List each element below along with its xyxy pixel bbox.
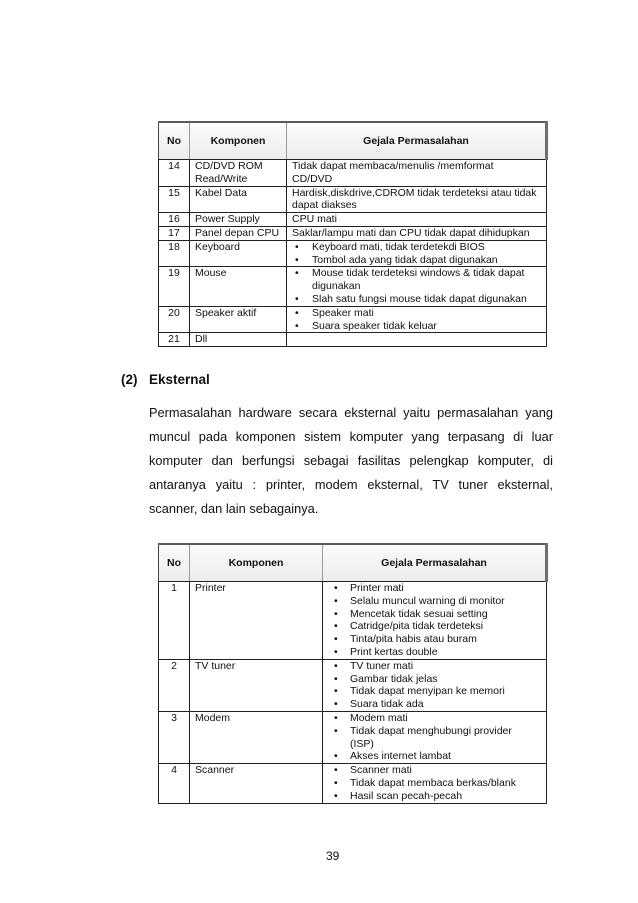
component-cell [190, 582, 323, 660]
row-number: 16 [168, 213, 180, 226]
bullet-marker: • [295, 306, 299, 319]
row-number: 15 [168, 186, 180, 199]
row-number: 17 [168, 226, 180, 239]
symptom-bullet-line: Tinta/pita habis atau buram [350, 633, 477, 646]
table-body [159, 160, 547, 347]
component-cell [190, 333, 287, 347]
symptom-cell [287, 306, 547, 333]
symptom-bullet-item [333, 595, 541, 608]
table-body [159, 582, 547, 804]
row-number-cell [159, 267, 190, 306]
symptom-bullet-line: Akses internet lambat [350, 750, 451, 763]
component-name-line: Dll [195, 333, 208, 346]
table-row [159, 764, 547, 803]
symptom-bullet-line: Scanner mati [350, 764, 412, 777]
symptom-bullet-line: Tidak dapat menyipan ke memori [350, 685, 505, 698]
component-name-line: Scanner [195, 764, 235, 777]
component-name-line: Keyboard [195, 240, 240, 253]
symptom-bullet-line: Hasil scan pecah-pecah [350, 789, 463, 802]
row-number: 4 [171, 764, 177, 777]
symptom-bullet-item [333, 633, 541, 646]
component-name-line: Mouse [195, 267, 227, 280]
row-number-cell [159, 582, 190, 660]
table-row [159, 659, 547, 711]
symptom-cell [287, 240, 547, 267]
symptom-bullet-text [312, 254, 541, 267]
row-number: 19 [168, 267, 180, 280]
row-number: 14 [168, 160, 180, 172]
symptom-bullet-line: TV tuner mati [350, 659, 414, 672]
row-number-cell [159, 333, 190, 347]
symptom-cell [323, 582, 547, 660]
paragraph-line: antaranya yaitu : printer, modem eksternal, TV tuner eksternal, [149, 477, 553, 492]
symptom-bullet-line: Slah satu fungsi mouse tidak dapat digunakan [312, 292, 527, 305]
bullet-marker: • [334, 594, 338, 607]
row-number-cell [159, 711, 190, 763]
bullet-marker: • [334, 620, 338, 633]
row-number: 20 [168, 306, 180, 319]
component-name-line: Speaker aktif [195, 306, 257, 319]
page-number: 39 [326, 849, 340, 863]
paragraph-line: scanner, dan lain sebagainya. [149, 501, 319, 516]
component-cell [190, 267, 287, 306]
bullet-marker: • [334, 776, 338, 789]
component-cell [190, 764, 323, 803]
symptom-bullet-text [350, 608, 541, 621]
component-cell [190, 240, 287, 267]
symptom-bullet-item [333, 725, 541, 751]
symptom-bullet-line: Suara speaker tidak keluar [312, 319, 437, 332]
column-header-komponen: Komponen [190, 122, 287, 160]
component-cell [190, 186, 287, 213]
symptom-bullet-item [333, 673, 541, 686]
symptom-bullet-item [333, 608, 541, 621]
symptom-bullet-text [350, 725, 541, 751]
component-cell [190, 659, 323, 711]
table-row [159, 213, 547, 227]
table-row [159, 160, 547, 187]
component-cell [190, 213, 287, 227]
bullet-marker: • [295, 292, 299, 305]
table-row [159, 711, 547, 763]
symptom-bullet-text [350, 660, 541, 673]
symptom-bullet-text [312, 241, 541, 254]
bullet-marker: • [295, 253, 299, 266]
section-number: (2) [121, 372, 138, 387]
component-name-line: TV tuner [195, 659, 236, 672]
symptom-bullet-item [333, 750, 541, 763]
symptom-cell [323, 764, 547, 803]
table-row [159, 267, 547, 306]
symptom-bullet-line: Speaker mati [312, 306, 374, 319]
symptom-cell [287, 160, 547, 187]
column-header-gejala: Gejala Permasalahan [323, 544, 547, 582]
symptom-bullet-line: Gambar tidak jelas [350, 672, 438, 685]
symptom-text-line: Saklar/lampu mati dan CPU tidak dapat dihidupkan [292, 226, 530, 239]
symptom-bullet-text [350, 712, 541, 725]
bullet-marker: • [334, 685, 338, 698]
bullet-marker: • [334, 607, 338, 620]
column-header-no: No [159, 544, 190, 582]
symptom-cell [287, 226, 547, 240]
symptom-bullet-text [350, 764, 541, 777]
symptom-bullet-line: digunakan [312, 280, 361, 293]
row-number-cell [159, 160, 190, 187]
component-name-line: Power Supply [195, 213, 260, 226]
symptom-bullet-line: Tombol ada yang tidak dapat digunakan [312, 253, 498, 266]
symptom-bullet-line: Print kertas double [350, 645, 438, 658]
symptom-bullet-item [292, 254, 541, 267]
component-cell [190, 226, 287, 240]
symptom-bullet-item [292, 267, 541, 293]
symptom-bullet-line: Keyboard mati, tidak terdetekdi BIOS [312, 240, 485, 253]
symptom-bullet-item [292, 241, 541, 254]
symptom-bullet-item [333, 646, 541, 659]
table-header-row [159, 122, 547, 160]
symptom-bullet-text [312, 307, 541, 320]
symptom-bullet-item [333, 777, 541, 790]
symptom-bullet-text [350, 685, 541, 698]
bullet-marker: • [295, 319, 299, 332]
row-number: 21 [168, 333, 180, 346]
symptom-text-line: CPU mati [292, 213, 337, 226]
row-number-cell [159, 226, 190, 240]
symptom-bullet-line: Printer mati [350, 582, 404, 594]
bullet-marker: • [334, 789, 338, 802]
symptom-bullet-item [333, 685, 541, 698]
column-header-no: No [159, 122, 190, 160]
table-row [159, 582, 547, 660]
component-name-line: Read/Write [195, 172, 248, 185]
symptom-bullet-item [292, 293, 541, 306]
symptom-cell [287, 267, 547, 306]
bullet-marker: • [334, 645, 338, 658]
symptom-bullet-text [350, 646, 541, 659]
symptom-bullet-item [333, 698, 541, 711]
bullet-marker: • [334, 750, 338, 763]
column-header-gejala: Gejala Permasalahan [287, 122, 547, 160]
symptom-bullet-line: Tidak dapat membaca berkas/blank [350, 776, 516, 789]
bullet-marker: • [334, 724, 338, 737]
row-number-cell [159, 764, 190, 803]
symptom-bullet-item [333, 582, 541, 595]
bullet-marker: • [334, 698, 338, 711]
symptom-bullet-text [312, 267, 541, 293]
row-number-cell [159, 186, 190, 213]
column-header-komponen: Komponen [190, 544, 323, 582]
symptom-text-line: dapat diakses [292, 199, 357, 212]
row-number-cell [159, 213, 190, 227]
row-number: 2 [171, 659, 177, 672]
symptom-bullet-text [350, 633, 541, 646]
symptom-bullet-line: Selalu muncul warning di monitor [350, 594, 505, 607]
symptom-bullet-line: Tidak dapat menghubungi provider [350, 724, 512, 737]
symptom-bullet-text [312, 293, 541, 306]
symptom-text-line: Tidak dapat membaca/menulis /memformat [292, 160, 494, 172]
symptom-bullet-line: Modem mati [350, 711, 408, 724]
symptom-cell [323, 659, 547, 711]
symptom-bullet-item [292, 320, 541, 333]
symptom-bullet-text [350, 777, 541, 790]
row-number: 1 [171, 582, 177, 594]
component-name-line: CD/DVD ROM [195, 160, 263, 172]
symptom-bullet-text [350, 595, 541, 608]
symptom-bullet-line: (ISP) [350, 737, 374, 750]
table-row [159, 186, 547, 213]
row-number-cell [159, 240, 190, 267]
component-name-line: Modem [195, 711, 231, 724]
symptom-bullet-item [333, 660, 541, 673]
symptom-bullet-text [350, 790, 541, 803]
component-name-line: Printer [195, 582, 226, 594]
table-row [159, 333, 547, 347]
table-row [159, 226, 547, 240]
symptom-bullet-line: Mouse tidak terdeteksi windows & tidak dapat [312, 267, 525, 280]
symptom-bullet-item [292, 307, 541, 320]
component-name-line: Panel depan CPU [195, 226, 280, 239]
paragraph-line: Permasalahan hardware secara eksternal yaitu permasalahan yang [149, 405, 553, 420]
symptom-bullet-text [350, 750, 541, 763]
table-row [159, 240, 547, 267]
symptom-bullet-item [333, 790, 541, 803]
row-number: 18 [168, 240, 180, 253]
bullet-marker: • [334, 672, 338, 685]
bullet-marker: • [334, 764, 338, 777]
row-number: 3 [171, 711, 177, 724]
internal-problems-table [158, 121, 548, 347]
table-row [159, 306, 547, 333]
symptom-bullet-text [350, 582, 541, 595]
symptom-bullet-item [333, 620, 541, 633]
symptom-cell [287, 213, 547, 227]
symptom-bullet-item [333, 712, 541, 725]
table-header-row [159, 544, 547, 582]
row-number-cell [159, 306, 190, 333]
component-cell [190, 306, 287, 333]
bullet-marker: • [334, 659, 338, 672]
symptom-bullet-text [350, 620, 541, 633]
paragraph-line: muncul pada komponen sistem komputer yang terpasang di luar [149, 429, 553, 444]
symptom-bullet-text [350, 698, 541, 711]
bullet-marker: • [295, 240, 299, 253]
symptom-bullet-line: Mencetak tidak sesuai setting [350, 607, 488, 620]
symptom-bullet-text [350, 673, 541, 686]
symptom-bullet-line: Catridge/pita tidak terdeteksi [350, 620, 484, 633]
bullet-marker: • [334, 582, 338, 594]
section-title: Eksternal [149, 372, 210, 387]
component-name-line: Kabel Data [195, 186, 247, 199]
symptom-bullet-item [333, 764, 541, 777]
symptom-bullet-line: Suara tidak ada [350, 698, 424, 711]
component-cell [190, 711, 323, 763]
bullet-marker: • [334, 711, 338, 724]
bullet-marker: • [295, 267, 299, 280]
component-cell [190, 160, 287, 187]
symptom-cell [323, 711, 547, 763]
paragraph-line: komputer dan berfungsi sebagai fasilitas pelengkap komputer, di [149, 453, 553, 468]
row-number-cell [159, 659, 190, 711]
symptom-cell [287, 333, 547, 347]
symptom-cell [287, 186, 547, 213]
external-problems-table [158, 543, 548, 804]
symptom-text-line: CD/DVD [292, 172, 333, 185]
body-paragraph [149, 401, 553, 521]
bullet-marker: • [334, 633, 338, 646]
symptom-text-line: Hardisk,diskdrive,CDROM tidak terdeteksi atau tidak [292, 186, 537, 199]
symptom-bullet-text [312, 320, 541, 333]
